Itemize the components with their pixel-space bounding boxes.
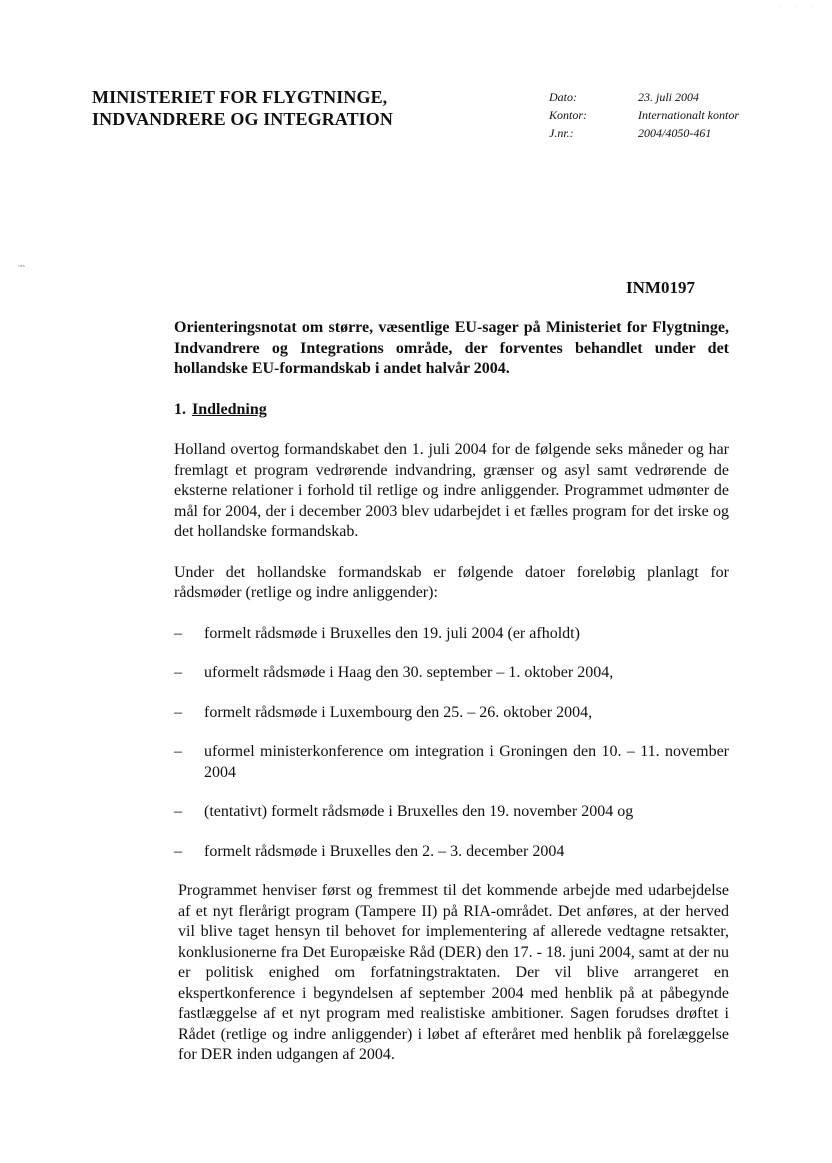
meta-value: 2004/4050-461 <box>638 126 712 140</box>
list-item-text: formelt rådsmøde i Bruxelles den 19. juli 2004 (er afholdt) <box>204 624 580 642</box>
list-item-text: uformelt rådsmøde i Haag den 30. september – 1. oktober 2004, <box>204 664 614 681</box>
ministry-name-line1: MINISTERIET FOR FLYGTNINGE, <box>92 87 388 107</box>
closing-paragraph: Programmet henviser først og fremmest til det kommende arbejde med udarbejdelse af et nyt flerårigt program (Tampere II) på RIA-området. Det anføres, at der herved vil blive taget hensyn til behovet for implementering af allerede vedtagne retsakter, konklusionerne fra Det Europæiske Råd (DER) den 17. - 18. juni 2004, samt at der nu er politisk enighed om forfatningstraktaten. Der vil blive arrangeret en ekspertkonference i begyndelsen af september 2004 med henblik på at påbegynde fastlæggelse af et nyt program med realistiske ambitioner. Sagen forudses drøftet i Rådet (retlige og indre anliggender) i løbet af efteråret med henblik på forelæggelse for DER inden udgangen af 2004. <box>178 882 729 1063</box>
list-item <box>174 802 729 823</box>
meta-label: Dato: <box>549 90 577 104</box>
paragraph: Holland overtog formandskabet den 1. juli 2004 for de følgende seks måneder og har fremlagt et program vedrørende indvandring, grænser og asyl samt vedrørende de eksterne relationer i forhold til retlige og indre anliggender. Programmet udmønter de mål for 2004, der i december 2003 blev udarbejdet i et fælles program for det irske og det hollandske formandskab. <box>174 441 729 540</box>
section-heading <box>174 400 729 421</box>
bullet-dash: – <box>174 664 182 681</box>
meeting-list <box>174 624 729 863</box>
scan-artifact: · · · <box>778 2 820 11</box>
list-item <box>174 663 729 684</box>
list-item-text: formelt rådsmøde i Bruxelles den 2. – 3. december 2004 <box>204 842 565 860</box>
meta-label: J.nr.: <box>549 126 574 140</box>
list-item <box>174 742 729 783</box>
paragraph: Under det hollandske formandskab er følgende datoer foreløbig planlagt for rådsmøder (retlige og indre anliggender): <box>174 563 729 601</box>
bullet-dash: – <box>174 624 182 642</box>
document-code: INM0197 <box>626 278 695 297</box>
document-body <box>174 318 729 1066</box>
bullet-dash: – <box>174 803 182 820</box>
meta-value: Internationalt kontor <box>638 108 739 122</box>
meta-row-date <box>549 88 739 106</box>
ministry-name-line2: INDVANDRERE OG INTEGRATION <box>92 109 393 129</box>
bullet-dash: – <box>174 842 182 860</box>
meta-label: Kontor: <box>549 108 588 122</box>
list-item-text: (tentativt) formelt rådsmøde i Bruxelles den 19. november 2004 og <box>204 803 634 820</box>
bullet-dash: – <box>174 743 182 760</box>
document-metadata <box>549 88 739 142</box>
bullet-dash: – <box>174 703 182 721</box>
list-item <box>174 703 729 724</box>
meta-value: 23. juli 2004 <box>638 90 700 104</box>
list-item-text: formelt rådsmøde i Luxembourg den 25. – 26. oktober 2004, <box>204 703 593 721</box>
list-item-text: uformel ministerkonference om integration i Groningen den 10. – 11. november 2004 <box>204 743 729 781</box>
section-number: 1. <box>174 400 186 418</box>
section-title: Indledning <box>192 400 267 418</box>
list-item <box>174 842 729 863</box>
meta-row-journal <box>549 124 739 142</box>
ministry-name <box>92 86 393 130</box>
document-title: Orienteringsnotat om større, væsentlige EU-sager på Ministeriet for Flygtninge, Indvandrere og Integrations område, der forventes behandlet under det hollandske EU-formandskab i andet halvår 2004. <box>174 319 729 377</box>
meta-row-office <box>549 106 739 124</box>
scan-mark: ˙ˇ˜ <box>17 264 25 273</box>
list-item <box>174 624 729 645</box>
